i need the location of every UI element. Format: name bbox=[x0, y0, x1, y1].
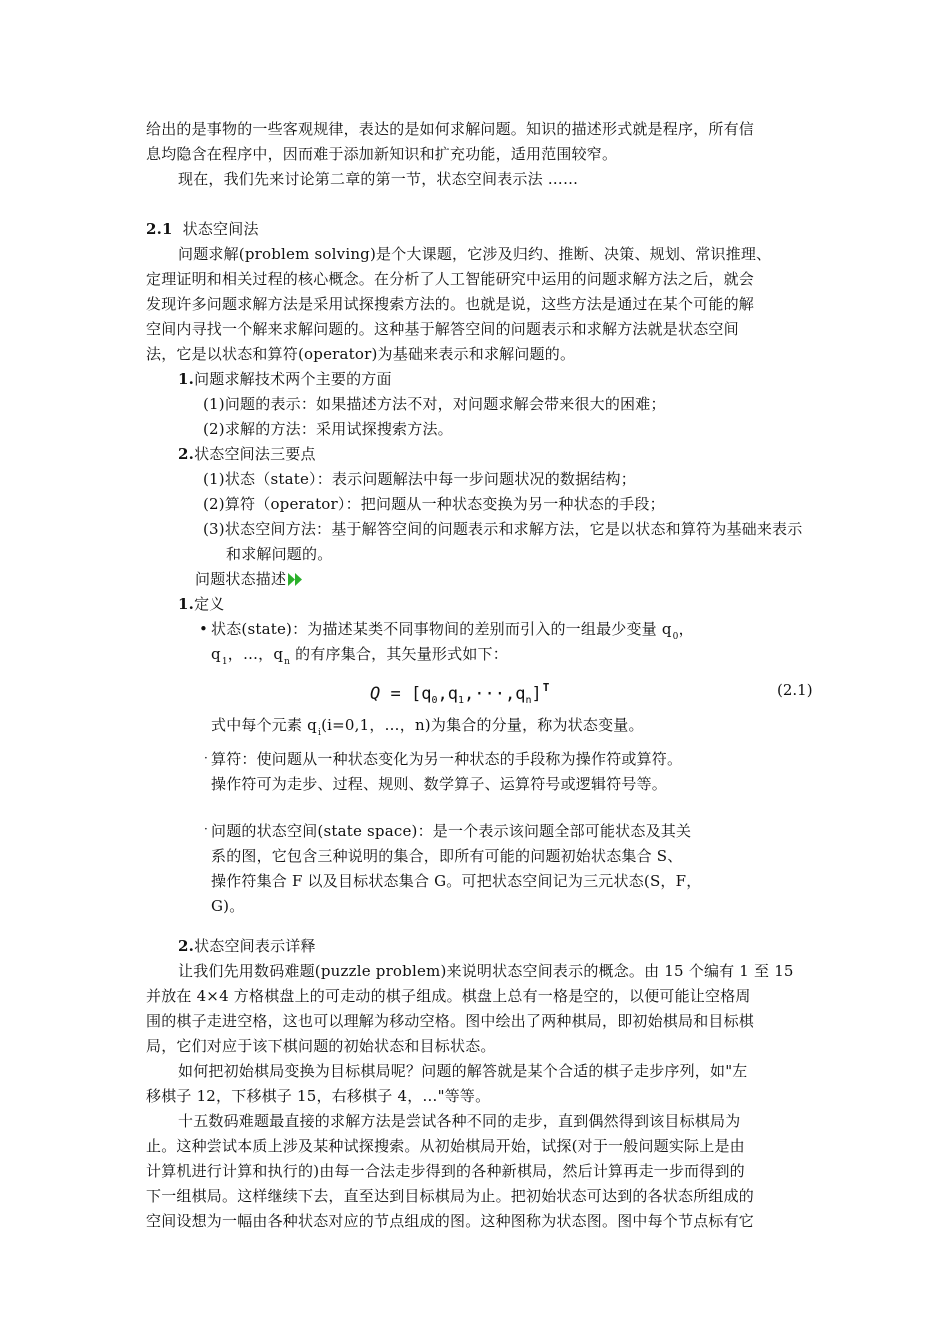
paragraph-line: 如何把初始棋局变换为目标棋局呢？问题的解答就是某个合适的棋子走步序列，如"左 bbox=[178, 1062, 748, 1080]
formula-comma: , bbox=[505, 684, 516, 704]
paragraph-line: 定理证明和相关过程的核心概念。在分析了人工智能研究中运用的问题求解方法之后，就会 bbox=[146, 270, 755, 288]
list-item: (3)状态空间方法：基于解答空间的问题表示和求解方法，它是以状态和算符为基础来表示 bbox=[203, 520, 803, 538]
definition-line bbox=[211, 643, 508, 673]
item-number: 1. bbox=[178, 370, 195, 388]
section-number: 2.1 bbox=[146, 220, 173, 238]
paragraph-line: 息均隐含在程序中，因而难于添加新知识和扩充功能，适用范围较窄。 bbox=[146, 145, 618, 163]
paragraph-line: 围的棋子走进空格，这也可以理解为移动空格。图中绘出了两种棋局，即初始棋局和目标棋 bbox=[146, 1012, 755, 1030]
formula-comma: , bbox=[464, 684, 475, 704]
item-title: 问题求解技术两个主要的方面 bbox=[194, 370, 392, 388]
paragraph-line: 移棋子 12，下移棋子 15，右移棋子 4，…"等等。 bbox=[146, 1087, 491, 1105]
definition-text: 式中每个元素 q bbox=[211, 716, 317, 734]
formula-equals: = bbox=[380, 684, 411, 704]
subscript: i bbox=[317, 728, 322, 738]
formula-subscript: n bbox=[525, 695, 532, 706]
formula-superscript: T bbox=[542, 681, 550, 694]
paragraph-line: 止。这种尝试本质上涉及某种试探搜索。从初始棋局开始，试探(对于一般问题实际上是由 bbox=[146, 1137, 745, 1155]
paragraph-line: 给出的是事物的一些客观规律，表达的是如何求解问题。知识的描述形式就是程序，所有信 bbox=[146, 120, 755, 138]
link-label: 问题状态描述 bbox=[195, 570, 287, 588]
definition-line: 操作符集合 F 以及目标状态集合 G。可把状态空间记为三元状态(S，F， bbox=[211, 872, 702, 890]
section-heading bbox=[146, 218, 259, 240]
item-title: 定义 bbox=[194, 595, 225, 613]
paragraph-line: 局，它们对应于该下棋问题的初始状态和目标状态。 bbox=[146, 1037, 496, 1055]
item-number: 2. bbox=[178, 937, 195, 955]
link-heading bbox=[195, 568, 302, 590]
vector-formula bbox=[370, 675, 549, 714]
paragraph-line: 空间设想为一幅由各种状态对应的节点组成的图。这种图称为状态图。图中每个节点标有它 bbox=[146, 1212, 755, 1230]
paragraph-line: 现在，我们先来讨论第二章的第一节，状态空间表示法 …… bbox=[178, 170, 579, 188]
formula-subscript: 1 bbox=[458, 695, 465, 706]
formula-symbol: Q bbox=[370, 684, 381, 704]
item-number: 2. bbox=[178, 445, 195, 463]
list-item-continuation: 和求解问题的。 bbox=[226, 545, 333, 563]
definition-line: 操作符可为走步、过程、规则、数学算子、运算符号或逻辑符号等。 bbox=[211, 775, 668, 793]
variable: q bbox=[211, 645, 221, 663]
list-item: (2)算符（operator）：把问题从一种状态变换为另一种状态的手段； bbox=[203, 495, 665, 513]
list-heading bbox=[178, 935, 316, 957]
formula-var: q bbox=[447, 684, 458, 704]
equation-number: (2.1) bbox=[777, 681, 813, 699]
paragraph-line: 空间内寻找一个解来求解问题的。这种基于解答空间的问题表示和求解方法就是状态空间 bbox=[146, 320, 739, 338]
paragraph-line: 并放在 4×4 方格棋盘上的可走动的棋子组成。棋盘上总有一格是空的，以便可能让空格周 bbox=[146, 987, 751, 1005]
list-heading bbox=[178, 368, 392, 390]
paragraph-line: 法，它是以状态和算符(operator)为基础来表示和求解问题的。 bbox=[146, 345, 576, 363]
definition-text: 的有序集合，其矢量形式如下： bbox=[295, 645, 508, 663]
variable-list: ，…，q bbox=[227, 645, 284, 663]
paragraph-line: 下一组棋局。这样继续下去，直至达到目标棋局为止。把初始状态可达到的各状态所组成的 bbox=[146, 1187, 755, 1205]
subscript: 1 bbox=[221, 657, 228, 667]
definition-line bbox=[211, 714, 644, 744]
list-item: (1)问题的表示：如果描述方法不对，对问题求解会带来很大的困难； bbox=[203, 395, 666, 413]
formula-bracket: ] bbox=[531, 684, 542, 704]
bullet: · bbox=[204, 751, 208, 765]
list-heading bbox=[178, 593, 224, 615]
double-right-arrow-icon[interactable] bbox=[288, 573, 302, 586]
definition-text: (i=0,1，…，n)为集合的分量，称为状态变量。 bbox=[321, 716, 644, 734]
definition-line: G)。 bbox=[211, 897, 245, 915]
formula-bracket: [ bbox=[410, 684, 422, 704]
bullet: · bbox=[204, 822, 208, 836]
list-item: (1)状态（state）：表示问题解法中每一步问题状况的数据结构； bbox=[203, 470, 636, 488]
list-item: (2)求解的方法：采用试探搜索方法。 bbox=[203, 420, 453, 438]
subscript: n bbox=[284, 657, 291, 667]
paragraph-line: 发现许多问题求解方法是采用试探搜索方法的。也就是说，这些方法是通过在某个可能的解 bbox=[146, 295, 755, 313]
subscript: 0 bbox=[672, 632, 679, 642]
formula-var: q bbox=[515, 684, 526, 704]
punctuation: ， bbox=[678, 620, 694, 638]
paragraph-line: 计算机进行计算和执行的)由每一合法走步得到的各种新棋局，然后计算再走一步而得到的 bbox=[146, 1162, 745, 1180]
item-title: 状态空间法三要点 bbox=[194, 445, 316, 463]
formula-dots: ··· bbox=[474, 684, 505, 704]
formula-comma: , bbox=[437, 684, 448, 704]
bullet: • bbox=[199, 620, 208, 638]
definition-line: 问题的状态空间(state space)：是一个表示该问题全部可能状态及其关 bbox=[211, 822, 692, 840]
definition-text: 状态(state)：为描述某类不同事物间的差别而引入的一组最少变量 q bbox=[211, 620, 672, 638]
definition-line: 系的图，它包含三种说明的集合，即所有可能的问题初始状态集合 S、 bbox=[211, 847, 683, 865]
paragraph-line: 十五数码难题最直接的求解方法是尝试各种不同的走步，直到偶然得到该目标棋局为 bbox=[178, 1112, 741, 1130]
paragraph-line: 问题求解(problem solving)是个大课题，它涉及归约、推断、决策、规划、常识推理、 bbox=[178, 245, 772, 263]
formula-var: q bbox=[421, 684, 432, 704]
definition-line: 算符：使问题从一种状态变化为另一种状态的手段称为操作符或算符。 bbox=[211, 750, 683, 768]
formula-subscript: 0 bbox=[431, 695, 438, 706]
item-number: 1. bbox=[178, 595, 195, 613]
item-title: 状态空间表示详释 bbox=[194, 937, 316, 955]
list-heading bbox=[178, 443, 316, 465]
section-title: 状态空间法 bbox=[182, 220, 259, 238]
paragraph-line: 让我们先用数码难题(puzzle problem)来说明状态空间表示的概念。由 15 个编有 1 至 15 bbox=[178, 962, 794, 980]
